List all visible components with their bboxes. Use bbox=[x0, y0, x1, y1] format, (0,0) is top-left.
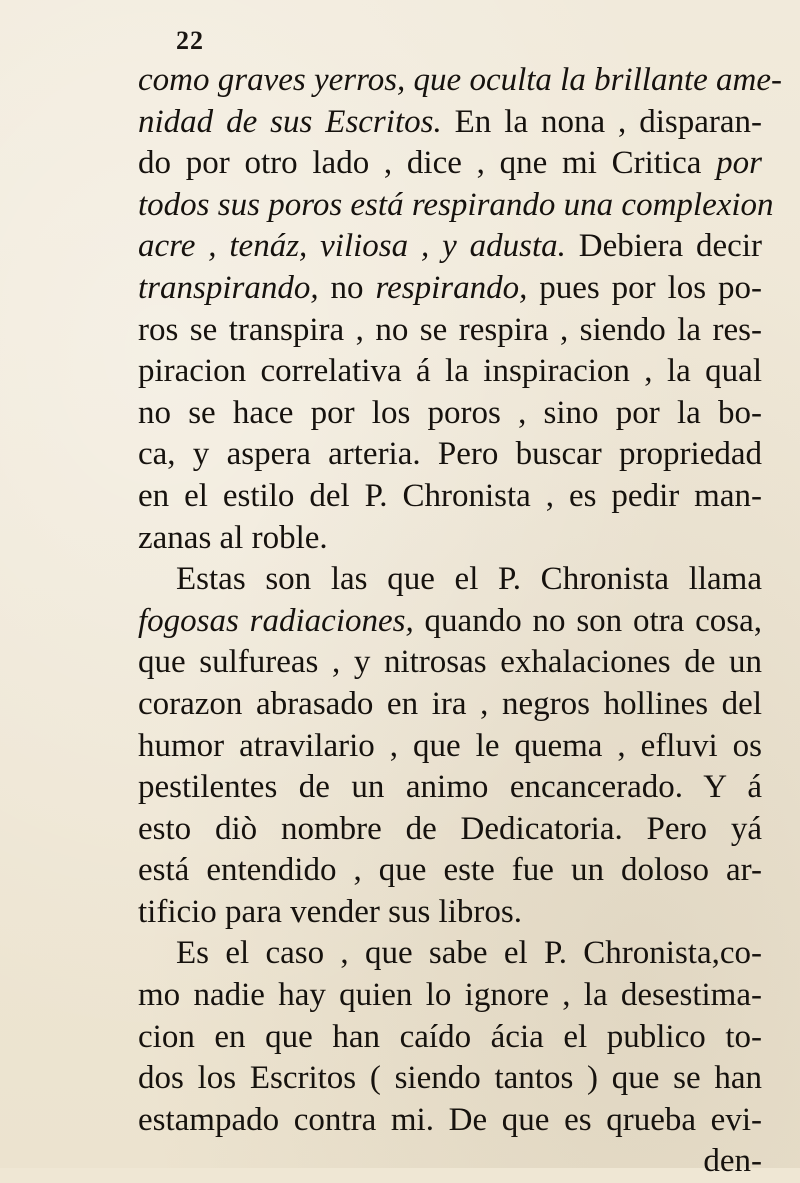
text-line bbox=[138, 102, 762, 144]
text-segment: Es el caso , que sabe el P. Chronista,co- bbox=[176, 935, 762, 972]
text-line bbox=[138, 892, 762, 934]
text-line bbox=[138, 726, 762, 768]
text-line bbox=[138, 226, 762, 268]
text-line bbox=[138, 1017, 762, 1059]
text-line bbox=[138, 434, 762, 476]
text-line bbox=[138, 767, 762, 809]
text-segment: que sulfureas , y nitrosas exhalaciones de un bbox=[138, 644, 762, 681]
italic-text-segment: transpirando, bbox=[138, 269, 319, 306]
text-segment: do por otro lado , dice , qne mi Critica bbox=[138, 145, 717, 182]
text-segment: mo nadie hay quien lo ignore , la desestima- bbox=[138, 977, 762, 1014]
text-line bbox=[138, 393, 762, 435]
italic-text-segment: acre , tenáz, viliosa , y adusta. bbox=[138, 228, 566, 265]
text-line bbox=[138, 310, 762, 352]
text-segment: está entendido , que este fue un doloso ar- bbox=[138, 852, 762, 889]
text-line bbox=[138, 850, 762, 892]
italic-text-segment: fogosas radiaciones, bbox=[138, 602, 414, 639]
text-segment: humor atravilario , que le quema , efluvi os bbox=[138, 727, 762, 764]
text-line bbox=[138, 476, 762, 518]
italic-text-segment: todos sus poros está respirando una complexion bbox=[138, 186, 774, 223]
text-segment: corazon abrasado en ira , negros hollines del bbox=[138, 685, 762, 722]
text-segment: esto diò nombre de Dedicatoria. Pero yá bbox=[138, 810, 762, 847]
text-segment: pues por los po- bbox=[527, 269, 762, 306]
text-segment: cion en que han caído ácia el publico to- bbox=[138, 1018, 762, 1055]
text-line bbox=[138, 60, 782, 102]
text-line bbox=[138, 559, 762, 601]
text-segment: dos los Escritos ( siendo tantos ) que se han bbox=[138, 1060, 762, 1097]
text-segment: no bbox=[318, 269, 376, 306]
text-segment: ca, y aspera arteria. Pero buscar propriedad bbox=[138, 436, 762, 473]
text-segment: estampado contra mi. De que es qrueba evi- bbox=[138, 1101, 762, 1138]
text-segment: piracion correlativa á la inspiracion , la qual bbox=[138, 353, 762, 390]
text-segment: en el estilo del P. Chronista , es pedir man- bbox=[138, 477, 762, 514]
text-line bbox=[138, 1058, 762, 1100]
text-line bbox=[138, 518, 762, 560]
text-line bbox=[138, 268, 762, 310]
italic-text-segment: respirando, bbox=[375, 269, 528, 306]
text-line bbox=[138, 351, 762, 393]
text-line bbox=[138, 1100, 762, 1142]
text-line bbox=[138, 975, 762, 1017]
text-line bbox=[138, 642, 762, 684]
text-line bbox=[138, 601, 762, 643]
text-segment: zanas al roble. bbox=[138, 519, 328, 556]
text-segment: ros se transpira , no se respira , siendo la res- bbox=[138, 311, 762, 348]
text-segment: En la nona , disparan- bbox=[441, 103, 762, 140]
text-segment: Estas son las que el P. Chronista llama bbox=[176, 561, 762, 598]
italic-text-segment: como graves yerros, que oculta la brillante ame- bbox=[138, 62, 782, 98]
text-line bbox=[138, 143, 762, 185]
italic-text-segment: nidad de sus Escritos. bbox=[138, 103, 442, 140]
text-segment: no se hace por los poros , sino por la bo- bbox=[138, 394, 762, 431]
text-line bbox=[138, 809, 762, 851]
text-segment: Debiera decir bbox=[565, 228, 762, 265]
body-text bbox=[138, 60, 782, 1183]
text-segment: den- bbox=[703, 1143, 762, 1180]
text-segment: quando no son otra cosa, bbox=[413, 602, 762, 639]
text-segment: tificio para vender sus libros. bbox=[138, 893, 522, 930]
page-number: 22 bbox=[176, 26, 204, 55]
text-segment: pestilentes de un animo encancerado. Y á bbox=[138, 769, 762, 806]
text-line bbox=[138, 1141, 762, 1183]
text-line bbox=[138, 933, 762, 975]
italic-text-segment: por bbox=[716, 145, 762, 182]
text-line bbox=[138, 684, 762, 726]
text-line bbox=[138, 185, 774, 227]
